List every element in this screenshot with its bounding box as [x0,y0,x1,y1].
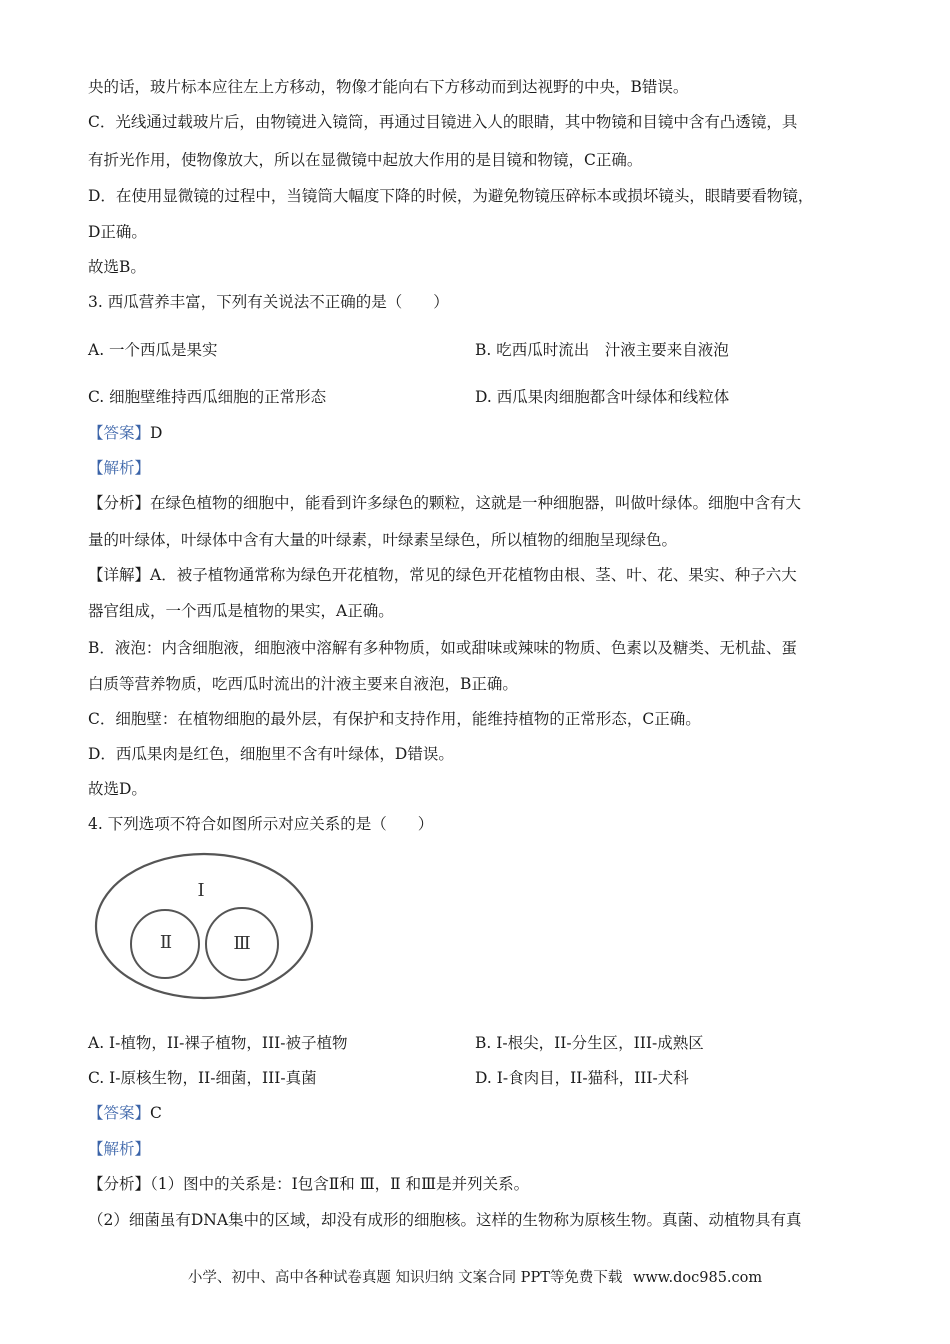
fenxi-tag: 【分析】 [88,494,151,512]
text-line: D．西瓜果肉是红色，细胞里不含有叶绿体，D错误。 [88,745,454,763]
xiangjie-text: A．被子植物通常称为绿色开花植物，常见的绿色开花植物由根、茎、叶、花、果实、种子六大 [150,566,797,584]
text-line: C．光线通过载玻片后，由物镜进入镜筒，再通过目镜进入人的眼睛，其中物镜和目镜中含有凸透镜，具 [88,113,798,131]
footer-link[interactable]: www.doc985.com [632,1270,763,1286]
text-line: D正确。 [88,223,147,241]
text-line: 有折光作用，使物像放大，所以在显微镜中起放大作用的是目镜和物镜，C正确。 [88,151,643,169]
answer-value: D [150,424,163,442]
analysis-tag: 【解析】 [88,1140,151,1158]
question-4-stem: 4. 下列选项不符合如图所示对应关系的是（ ） [88,815,434,833]
text-line: C．细胞壁：在植物细胞的最外层，有保护和支持作用，能维持植物的正常形态，C正确。 [88,710,701,728]
q3-analysis-tag [88,458,150,478]
text-line: 量的叶绿体，叶绿体中含有大量的叶绿素，叶绿素呈绿色，所以植物的细胞呈现绿色。 [88,531,678,549]
page-footer [0,1268,950,1288]
outer-ellipse [96,854,312,998]
text-line: 故选D。 [88,780,147,798]
q3-option-c: C. 细胞壁维持西瓜细胞的正常形态 [88,388,327,406]
text-line: 故选B。 [88,258,146,276]
q4-option-c: C. I-原核生物，II-细菌，III-真菌 [88,1069,317,1087]
text-line: 器官组成，一个西瓜是植物的果实，A正确。 [88,602,394,620]
footer-text: 小学、初中、高中各种试卷真题 知识归纳 文案合同 PPT等免费下载 [187,1270,623,1286]
question-3-stem: 3. 西瓜营养丰富，下列有关说法不正确的是（ ） [88,293,449,311]
label-outer: Ⅰ [197,880,205,901]
label-left: Ⅱ [159,932,173,953]
q3-option-d: D. 西瓜果肉细胞都含叶绿体和线粒体 [475,388,730,406]
q4-fenxi-line [88,1174,529,1194]
q3-answer [88,423,162,443]
q4-option-d: D. I-食肉目，II-猫科，III-犬科 [475,1069,689,1087]
fenxi-text: （1）图中的关系是：Ⅰ包含Ⅱ和 Ⅲ，Ⅱ 和Ⅲ是并列关系。 [150,1175,530,1193]
q4-answer [88,1103,162,1123]
xiangjie-tag: 【详解】 [88,566,151,584]
q4-option-b: B. I-根尖，II-分生区，III-成熟区 [475,1034,704,1052]
q4-option-a: A. I-植物，II-裸子植物，III-被子植物 [88,1034,348,1052]
q3-option-b: B. 吃西瓜时流出 汁液主要来自液泡 [475,341,729,359]
fenxi-tag: 【分析】 [88,1175,151,1193]
text-line: B．液泡：内含细胞液，细胞液中溶解有多种物质，如或甜味或辣味的物质、色素以及糖类、无机盐、蛋 [88,639,797,657]
answer-tag: 【答案】 [88,1104,151,1122]
label-right: Ⅲ [233,933,251,954]
answer-value: C [150,1104,162,1122]
q4-analysis-tag [88,1139,150,1159]
fenxi-text: 在绿色植物的细胞中，能看到许多绿色的颗粒，这就是一种细胞器，叫做叶绿体。细胞中含有大 [150,494,802,512]
q3-xiangjie-line [88,565,797,585]
q3-option-a: A. 一个西瓜是果实 [88,341,218,359]
text-line: D．在使用显微镜的过程中，当镜筒大幅度下降的时候，为避免物镜压碎标本或损坏镜头，眼睛要看物镜， [88,187,814,205]
text-line: （2）细菌虽有DNA集中的区域，却没有成形的细胞核。这样的生物称为原核生物。真菌、动植物具有真 [88,1211,802,1229]
venn-diagram [92,850,317,1002]
text-line: 白质等营养物质，吃西瓜时流出的汁液主要来自液泡，B正确。 [88,675,518,693]
text-line: 央的话，玻片标本应往左上方移动，物像才能向右下方移动而到达视野的中央，B错误。 [88,78,689,96]
answer-tag: 【答案】 [88,424,151,442]
q3-fenxi-line [88,493,801,513]
analysis-tag: 【解析】 [88,459,151,477]
